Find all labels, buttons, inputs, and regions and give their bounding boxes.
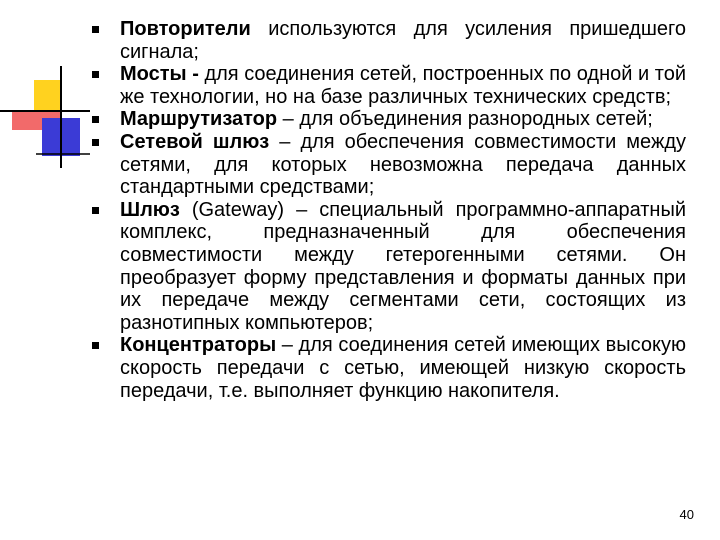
decorative-squares-logo (0, 0, 90, 170)
term-description: – для соединения сетей имеющих высокую скорость передачи с сетью, имеющей низкую скорость передачи, т.е. выполняет функцию накопителя. (120, 334, 686, 402)
square-bullet-icon (92, 342, 99, 349)
list-item (86, 131, 686, 199)
term-label: Сетевой шлюз (120, 130, 270, 153)
list-item (86, 63, 686, 108)
page-number: 40 (679, 507, 694, 522)
square-bullet-icon (92, 71, 99, 78)
term-label: Маршрутизатор (120, 108, 278, 131)
bullet-list (86, 18, 686, 402)
term-label: Концентраторы (120, 334, 277, 357)
slide-content (86, 18, 686, 402)
term-description: (Gateway) – специальный программно-аппаратный комплекс, предназначенный для обеспечения совместимости между гетерогенными сетями. Он преобразует форму представления и форматы данных при их передаче между сегментами сети, состоящих из разнотипных компьютеров; (120, 198, 686, 334)
term-description: – для объединения разнородных сетей; (277, 108, 653, 131)
term-description: используются для усиления пришедшего сигнала; (120, 18, 686, 63)
square-bullet-icon (92, 26, 99, 33)
term-label: Шлюз (120, 198, 180, 221)
term-label: Повторители (120, 18, 251, 40)
square-bullet-icon (92, 207, 99, 214)
list-item (86, 18, 686, 63)
list-item (86, 199, 686, 335)
square-bullet-icon (92, 116, 99, 123)
square-bullet-icon (92, 139, 99, 146)
term-label: Мосты - (120, 63, 199, 86)
term-description: для соединения сетей, построенных по одной и той же технологии, но на базе различных технических средств; (120, 63, 687, 108)
term-description: – для обеспечения совместимости между сетями, для которых невозможна передача данных стандартными средствами; (120, 130, 686, 199)
list-item (86, 334, 686, 402)
list-item (86, 108, 686, 131)
